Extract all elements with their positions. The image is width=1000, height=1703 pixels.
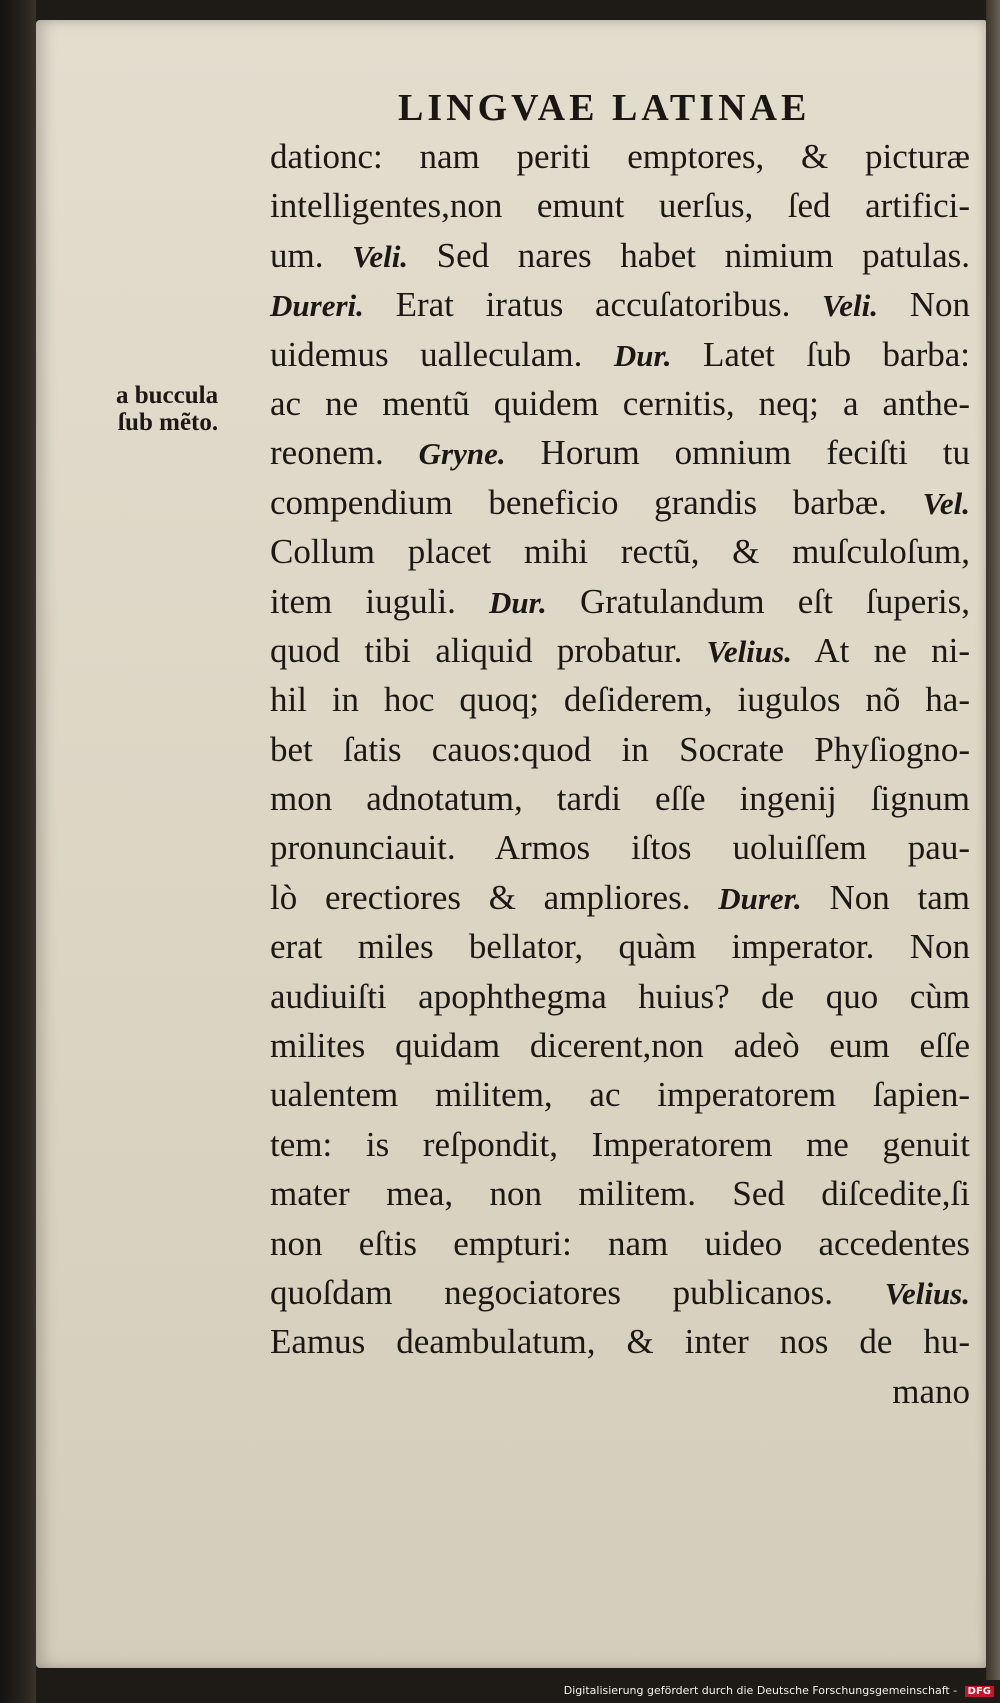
speaker-name: Dureri. bbox=[270, 288, 364, 324]
text-segment: mon adnotatum, tardi eſſe ingenij ſignum bbox=[270, 779, 970, 819]
text-line bbox=[270, 379, 970, 428]
credit-text: Digitalisierung gefördert durch die Deutsche Forschungsgemeinschaft - bbox=[563, 1684, 958, 1697]
text-segment: milites quidam dicerent,non adeò eum eſſe bbox=[270, 1026, 970, 1066]
text-line bbox=[270, 527, 970, 576]
text-line bbox=[270, 823, 970, 872]
text-segment: Gratulandum eſt ſuperis, bbox=[546, 581, 970, 621]
text-line bbox=[270, 725, 970, 774]
text-segment: dationc: nam periti emptores, & picturæ bbox=[270, 137, 970, 176]
running-head: LINGVAE LATINAE bbox=[398, 87, 811, 129]
text-line bbox=[270, 1169, 970, 1218]
text-segment: mater mea, non militem. Sed diſcedite,ſi bbox=[270, 1174, 970, 1214]
text-line bbox=[270, 675, 970, 724]
marginal-note bbox=[116, 382, 218, 436]
text-segment: non eſtis empturi: nam uideo accedentes bbox=[270, 1223, 970, 1263]
page-edge bbox=[986, 0, 1000, 1680]
marginal-note-line: a buccula bbox=[116, 382, 219, 409]
text-line bbox=[270, 1070, 970, 1119]
text-line bbox=[270, 577, 970, 626]
text-line bbox=[270, 922, 970, 971]
text-segment: pronunciauit. Armos iſtos uoluiſſem pau- bbox=[270, 828, 970, 868]
speaker-name: Veli. bbox=[352, 238, 409, 274]
text-line bbox=[270, 873, 970, 922]
text-line bbox=[270, 1120, 970, 1169]
text-segment: ualentem militem, ac imperatorem ſapien- bbox=[270, 1075, 970, 1115]
text-line bbox=[270, 1317, 970, 1366]
text-segment: Eamus deambulatum, & inter nos de hu- bbox=[270, 1322, 970, 1362]
text-line bbox=[270, 972, 970, 1021]
text-line bbox=[270, 181, 970, 230]
text-segment: mano bbox=[892, 1371, 970, 1411]
book-spine bbox=[0, 0, 36, 1703]
marginal-note-line: ſub mẽto. bbox=[118, 409, 219, 436]
text-segment: uidemus ualleculam. bbox=[270, 334, 614, 374]
text-line bbox=[270, 1021, 970, 1070]
text-line bbox=[270, 231, 970, 280]
digitization-credit bbox=[0, 1684, 994, 1697]
text-line bbox=[270, 1268, 970, 1317]
text-segment: ac ne mentũ quidem cernitis, neq; a anthe- bbox=[270, 383, 970, 423]
dfg-logo: DFG bbox=[965, 1686, 994, 1697]
text-segment: Non bbox=[878, 285, 970, 325]
text-line bbox=[270, 774, 970, 823]
speaker-name: Durer. bbox=[718, 880, 802, 916]
text-segment: compendium beneficio grandis barbæ. bbox=[270, 482, 923, 522]
text-segment: quod tibi aliquid probatur. bbox=[270, 630, 707, 670]
text-segment: erat miles bellator, quàm imperator. Non bbox=[270, 927, 970, 967]
text-segment: Erat iratus accuſatoribus. bbox=[363, 285, 823, 325]
speaker-name: Velius. bbox=[884, 1275, 970, 1311]
text-segment: reonem. bbox=[270, 433, 419, 473]
text-segment: um. bbox=[270, 235, 353, 275]
text-segment: At ne ni- bbox=[791, 630, 970, 670]
text-line bbox=[270, 280, 970, 329]
text-segment: Sed nares habet nimium patulas. bbox=[408, 235, 970, 275]
text-segment: Collum placet mihi rectũ, & muſculoſum, bbox=[270, 532, 970, 572]
text-segment: tem: is reſpondit, Imperatorem me genuit bbox=[270, 1124, 970, 1164]
body-text bbox=[270, 132, 970, 1416]
text-segment: Horum omnium feciſti tu bbox=[505, 433, 970, 473]
speaker-name: Dur. bbox=[489, 584, 547, 620]
speaker-name: Dur. bbox=[613, 337, 672, 373]
speaker-name: Velius. bbox=[706, 633, 792, 669]
text-line bbox=[270, 1367, 970, 1416]
text-segment: bet ſatis cauos:quod in Socrate Phyſiogno- bbox=[270, 729, 970, 769]
text-line bbox=[270, 478, 970, 527]
speaker-name: Vel. bbox=[922, 485, 970, 521]
text-line bbox=[270, 428, 970, 477]
speaker-name: Veli. bbox=[822, 288, 879, 324]
text-segment: intelligentes,non emunt uerſus, ſed artifici- bbox=[270, 186, 970, 226]
text-segment: item iuguli. bbox=[270, 581, 490, 621]
text-line bbox=[270, 626, 970, 675]
text-line bbox=[270, 132, 970, 181]
text-segment: quoſdam negociatores publicanos. bbox=[270, 1272, 885, 1312]
text-segment: Non tam bbox=[801, 877, 971, 917]
text-segment: Latet ſub barba: bbox=[671, 334, 970, 374]
text-line bbox=[270, 330, 970, 379]
text-segment: hil in hoc quoq; deſiderem, iugulos nõ ha- bbox=[270, 680, 970, 720]
text-segment: lò erectiores & ampliores. bbox=[270, 877, 719, 917]
text-line bbox=[270, 1219, 970, 1268]
text-segment: audiuiſti apophthegma huius? de quo cùm bbox=[270, 976, 970, 1016]
speaker-name: Gryne. bbox=[418, 436, 506, 472]
